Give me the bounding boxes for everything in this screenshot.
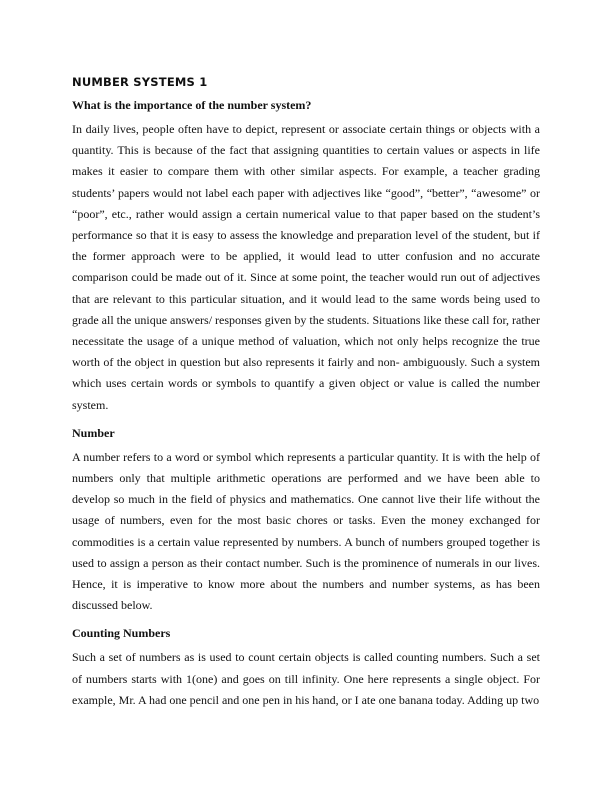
section-heading: What is the importance of the number system? [72,98,312,112]
section-heading: Number [72,425,115,440]
section-paragraph: A number refers to a word or symbol which represents a particular quantity. It is with the help of numbers only that multiple arithmetic operations are performed and we have been able to develop so much in the field of physics and mathematics. One cannot live their life without the usage of numbers, even for the most basic chores or tasks. Even the money exchanged for commodities is a certain value represented by numbers. A bunch of numbers grouped together is used to assign a person as their contact number. Such is the prominence of numerals in our lives. Hence, it is imperative to know more about the numbers and number systems, as has been discussed below. [72,449,540,613]
section-heading: Counting Numbers [72,626,171,641]
section-counting-numbers [72,625,540,711]
section-importance-of-number-system [72,97,540,416]
document-page [72,74,540,720]
section-number [72,425,540,617]
section-paragraph: Such a set of numbers as is used to count certain objects is called counting numbers. Such a set of numbers starts with 1(one) and goes on till infinity. One here represents a single object. For example, Mr. A had one pencil and one pen in his hand, or I ate one banana today. Adding up two [72,650,540,707]
document-title: NUMBER SYSTEMS 1 [72,75,208,89]
section-paragraph: In daily lives, people often have to depict, represent or associate certain things or objects with a quantity. This is because of the fact that assigning quantities to certain values or aspects in life makes it easier to compare them with other similar aspects. For example, a teacher grading students’ papers would not label each paper with adjectives like “good”, “better”, “awesome” or “poor”, etc., rather would assign a certain numerical value to that paper based on the student’s performance so that it is easy to assess the knowledge and preparation level of the student, but if the former approach were to be applied, it would lead to utter confusion and no accurate comparison could be made out of it. Since at some point, the teacher would run out of adjectives that are relevant to this particular situation, and it would lead to the same words being used to grade all the unique answers/ responses given by the students. Situations like these call for, rather necessitate the usage of a unique method of valuation, which not only helps recognize the true worth of the object in question but also represents it fairly and non- ambiguously. Such a system which uses certain words or symbols to quantify a given object or value is called the number system. [72,122,540,412]
